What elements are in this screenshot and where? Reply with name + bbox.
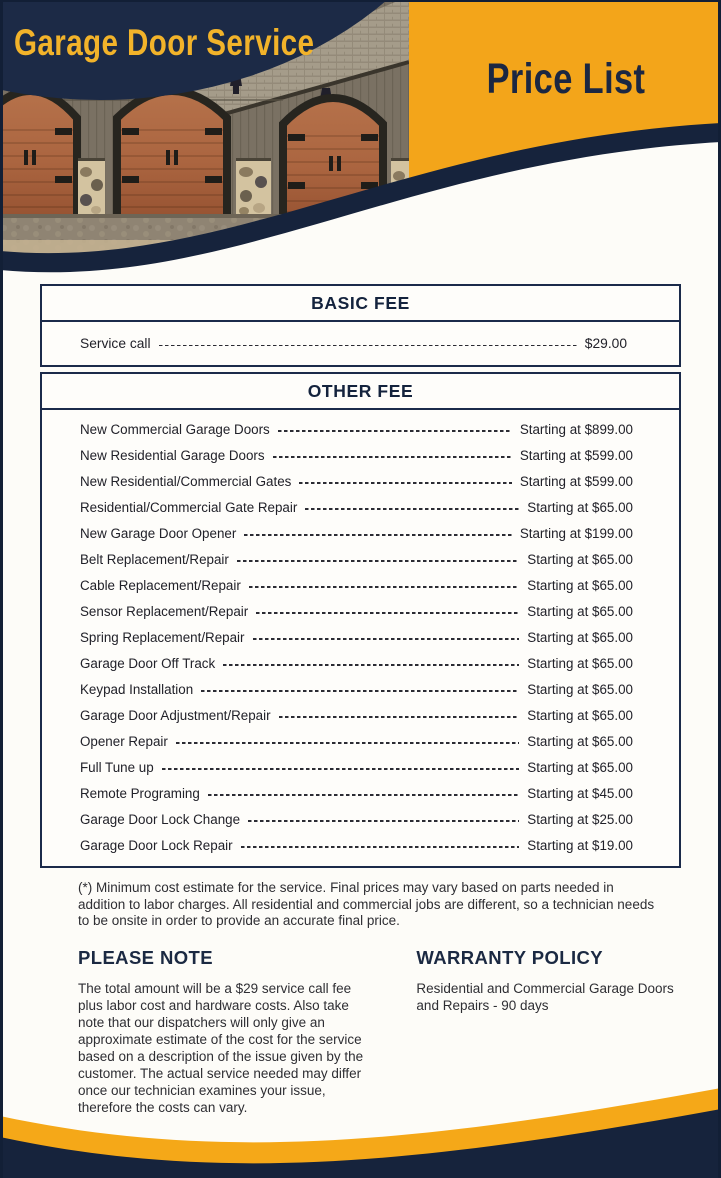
stone-pillar [236,158,271,218]
basic-fee-table [40,284,681,367]
stone-pillar [78,158,105,218]
fee-label: Garage Door Adjustment/Repair [80,707,271,723]
header-banner [0,0,721,300]
fee-label: Cable Replacement/Repair [80,577,241,593]
fee-row [80,416,633,442]
fee-row [80,442,633,468]
fee-label: Full Tune up [80,759,154,775]
fee-price: Starting at $45.00 [527,785,633,801]
dash-leader [201,690,519,692]
fee-price: Starting at $65.00 [527,551,633,567]
basic-fee-title: BASIC FEE [42,286,679,322]
fee-label: Spring Replacement/Repair [80,629,245,645]
fee-row [80,494,633,520]
garage-door [0,91,77,220]
fee-price: Starting at $599.00 [519,447,633,463]
please-note-heading: PLEASE NOTE [78,947,213,969]
brand-title: Garage Door Service [14,22,315,64]
fee-label: Belt Replacement/Repair [80,551,229,567]
footer-banner [0,1036,721,1178]
dash-leader [278,430,512,432]
fee-row [80,702,633,728]
warranty-body: Residential and Commercial Garage Doors and Repairs - 90 days [416,981,674,1014]
dash-leader [279,716,520,718]
fee-row [80,780,633,806]
fee-price: Starting at $65.00 [527,655,633,671]
basic-fee-rows [42,322,679,365]
fee-label: Opener Repair [80,733,168,749]
fee-row [80,806,633,832]
fee-row [80,650,633,676]
fee-label: Service call [80,336,151,351]
dash-leader [223,664,519,666]
please-note-body: The total amount will be a $29 service call fee plus labor cost and hardware costs. Also take note that our dispatchers will only give an approximate estimate of the cost for the service based on a description of the issue given by the customer. The actual service needed may differ once our technician examines your issue, therefore the costs can vary. [78,981,364,1116]
fee-label: Garage Door Lock Repair [80,837,233,853]
dash-leader [299,482,511,484]
fee-row [80,832,633,858]
fee-price: Starting at $65.00 [527,759,633,775]
fee-price: Starting at $65.00 [527,603,633,619]
fee-label: Garage Door Off Track [80,655,216,671]
fee-label: Remote Programing [80,785,200,801]
dash-leader [237,560,519,562]
dash-leader [305,508,519,510]
dash-leader [256,612,519,614]
fee-price: Starting at $25.00 [527,811,633,827]
fee-row [80,546,633,572]
fee-price: Starting at $65.00 [527,629,633,645]
fee-row [80,676,633,702]
fee-price: $29.00 [584,336,627,351]
fee-price: Starting at $599.00 [519,473,633,489]
dash-leader [159,345,577,347]
dash-leader [253,638,520,640]
fee-row [80,728,633,754]
fee-price: Starting at $65.00 [527,499,633,515]
fee-row [80,572,633,598]
fee-row [80,468,633,494]
fee-price: Starting at $19.00 [527,837,633,853]
warranty-heading: WARRANTY POLICY [416,947,603,969]
other-fee-rows [42,410,679,866]
fee-price: Starting at $65.00 [527,681,633,697]
fee-price: Starting at $65.00 [527,577,633,593]
dash-leader [176,742,519,744]
dash-leader [162,768,520,770]
fee-label: New Residential/Commercial Gates [80,473,292,489]
other-fee-table [40,372,681,868]
fee-price: Starting at $65.00 [527,707,633,723]
fee-row [80,322,627,365]
dash-leader [241,846,520,848]
fee-price: Starting at $199.00 [519,525,633,541]
fee-label: Sensor Replacement/Repair [80,603,249,619]
fee-row [80,754,633,780]
garage-door [117,91,227,220]
dash-leader [248,820,519,822]
dash-leader [249,586,520,588]
fee-row [80,520,633,546]
dash-leader [244,534,512,536]
fee-label: Keypad Installation [80,681,194,697]
fee-label: New Residential Garage Doors [80,447,265,463]
other-fee-title: OTHER FEE [42,374,679,410]
price-list-content [40,284,681,1116]
page-title: Price List [486,55,646,103]
fee-price: Starting at $65.00 [527,733,633,749]
fee-label: New Garage Door Opener [80,525,237,541]
fee-price: Starting at $899.00 [519,421,633,437]
fee-label: Garage Door Lock Change [80,811,241,827]
fee-label: New Commercial Garage Doors [80,421,270,437]
fee-row [80,624,633,650]
dash-leader [273,456,512,458]
fee-row [80,598,633,624]
footnote-text: (*) Minimum cost estimate for the service. Final prices may vary based on parts needed in addition to labor charges. All residential and commercial jobs are different, so a technician needs to be onsite in order to provide an accurate final price. [78,880,655,929]
dash-leader [208,794,519,796]
fee-label: Residential/Commercial Gate Repair [80,499,298,515]
